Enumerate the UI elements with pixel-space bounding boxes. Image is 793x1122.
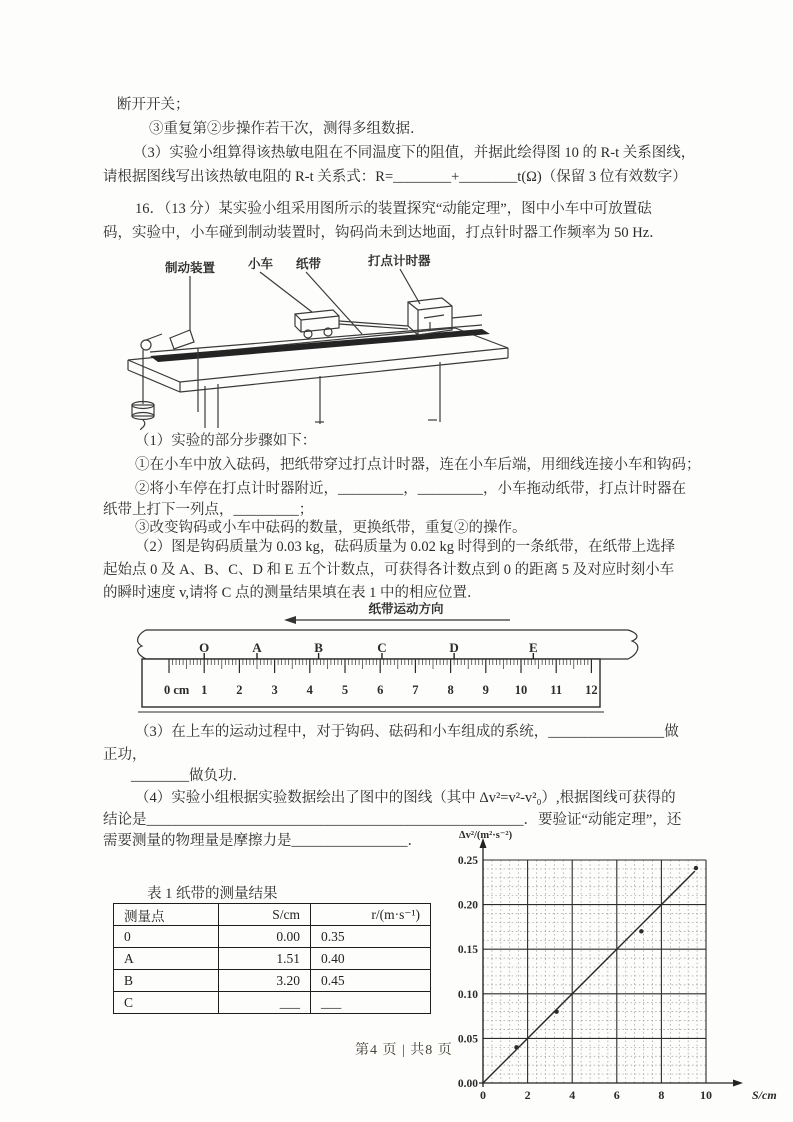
ruler-number: 7 xyxy=(412,683,419,697)
steps-line-3-blanks: ②将小车停在打点计时器附近，_________，_________，小车拖动纸带，打点计时器在 xyxy=(135,481,686,497)
right-arrowhead-icon xyxy=(733,1080,743,1087)
timer-label: 打点计时器 xyxy=(368,254,431,268)
tape-point-label: O xyxy=(199,640,210,655)
table-cell: 0 xyxy=(114,926,219,948)
cart-label: 小车 xyxy=(248,257,274,271)
ruler-number: 5 xyxy=(341,683,349,697)
steps-line-5: ③改变钩码或小车中砝码的数量，更换纸带，重复②的操作。 xyxy=(135,520,527,536)
table-front-edge xyxy=(180,358,508,392)
data-point xyxy=(554,1009,558,1013)
y-axis-label: Δv²/(m²·s⁻²) xyxy=(459,830,513,841)
intro-line-2: ③重复第②步操作若干次，测得多组数据． xyxy=(149,121,425,137)
ruler-number: 10 xyxy=(514,683,528,697)
q3-line-1-blank: （3）在上车的运动过程中，对于钩码、砝码和小车组成的系统，________________做 xyxy=(135,724,679,740)
table-cell: 0.00 xyxy=(219,926,311,948)
left-arrowhead-icon xyxy=(284,616,296,624)
q2-line-1: （2）图是钩码质量为 0.03 kg，砝码质量为 0.02 kg 时得到的一条纸带，在纸带上选择 xyxy=(135,539,676,555)
paper-tape xyxy=(138,630,638,659)
steps-line-1: （1）实验的部分步骤如下： xyxy=(135,433,317,449)
table-front-left xyxy=(128,370,180,392)
tape-point-label: C xyxy=(377,640,387,655)
q3-line-2: 正功， xyxy=(103,747,147,763)
ruler-number: 4 xyxy=(306,683,313,697)
x-axis-label: S/cm xyxy=(752,1088,777,1102)
data-point xyxy=(639,929,643,933)
y-tick-label: 0.15 xyxy=(457,944,478,957)
tape-point-label: B xyxy=(314,640,323,655)
q3-line-3-blank: ________做负功． xyxy=(131,768,247,784)
page-footer: 第4 页 | 共8 页 xyxy=(355,1043,453,1058)
best-fit-line xyxy=(483,871,695,1083)
y-tick-label: 0.00 xyxy=(457,1078,478,1090)
table-cell: 0.45 xyxy=(311,970,431,992)
q16-stem-line-1: 16．（13 分）某实验小组采用图所示的装置探究“动能定理”，图中小车中可放置砝 xyxy=(135,201,652,217)
tape-ruler-figure xyxy=(130,602,655,720)
table-cell: ___ xyxy=(311,992,431,1014)
y-tick-label: 0.25 xyxy=(457,855,478,867)
table-row xyxy=(114,948,431,970)
table-cell: C xyxy=(114,992,219,1014)
x-tick-label: 0 xyxy=(480,1088,486,1102)
ruler-number: 12 xyxy=(585,683,598,697)
cart-leader-line xyxy=(260,272,312,312)
table-cell: 0.35 xyxy=(311,926,431,948)
pulley-bracket xyxy=(146,334,162,340)
table-cell: 3.20 xyxy=(219,970,311,992)
steps-line-2: ①在小车中放入砝码，把纸带穿过打点计时器，连在小车后端，用细线连接小车和钩码； xyxy=(135,457,701,473)
table-cell: 0.40 xyxy=(311,948,431,970)
ruler-number: 11 xyxy=(550,683,563,697)
ruler-number: 8 xyxy=(447,683,454,697)
tape-direction-label: 纸带运动方向 xyxy=(368,602,444,616)
timer-leader-line xyxy=(400,269,420,304)
pulley xyxy=(141,340,151,350)
data-point xyxy=(694,866,698,870)
q16-stem-line-2: 码，实验中，小车碰到制动装置时，钩码尚未到达地面，打点针时器工作频率为 50 Hz． xyxy=(103,225,664,241)
ruler-number: 6 xyxy=(377,683,384,697)
paper-tape-label: 纸带 xyxy=(296,257,322,271)
tape-point-label: E xyxy=(528,640,538,655)
ruler-number: 9 xyxy=(482,683,489,697)
intro-line-3: （3）实验小组算得该热敏电阻在不同温度下的阻值，并据此绘得图 10 的 R-t 关系图线， xyxy=(133,145,696,161)
y-tick-label: 0.10 xyxy=(457,988,478,1001)
q2-line-2: 起始点 0 及 A、B、C、D 和 E 五个计数点，可获得各计数点到 0 的距离 5 及对应时刻小车 xyxy=(103,562,675,578)
brake-device xyxy=(170,330,194,349)
x-tick-label: 10 xyxy=(700,1088,712,1102)
ruler-number: 3 xyxy=(271,683,278,697)
table-row xyxy=(114,926,431,948)
q2-line-3: 的瞬时速度 v,请将 C 点的测量结果填在表 1 中的相应位置． xyxy=(103,585,482,601)
intro-line-4-formula-blank: 请根据图线写出该热敏电阻的 R-t 关系式：R=________+________t(Ω)（保留 3 位有效数字） xyxy=(103,169,687,185)
q4-line-3-blank: 需要测量的物理量是摩擦力是________________． xyxy=(103,833,422,849)
table-cell: A xyxy=(114,948,219,970)
ruler-number: 1 xyxy=(201,683,208,697)
ruler-zero-label: 0 cm xyxy=(164,683,190,697)
weights xyxy=(132,402,154,431)
table-row xyxy=(114,992,431,1014)
y-tick-label: 0.20 xyxy=(457,899,478,912)
delta-v-squared-vs-s-chart xyxy=(452,823,793,1115)
x-tick-label: 6 xyxy=(613,1088,620,1102)
measurement-table xyxy=(113,903,431,1014)
intro-line-1: 断开开关； xyxy=(117,97,190,113)
table-header-row xyxy=(114,904,431,926)
brake-device-label: 制动装置 xyxy=(165,261,216,275)
table-header-cell: S/cm xyxy=(219,904,311,926)
table-cell: 1.51 xyxy=(219,948,311,970)
tape-point-label: A xyxy=(252,640,262,655)
apparatus-figure xyxy=(110,252,515,430)
table-row xyxy=(114,970,431,992)
ruler xyxy=(142,659,600,707)
x-tick-label: 4 xyxy=(569,1088,576,1102)
ruler-number: 2 xyxy=(236,683,243,697)
data-point xyxy=(514,1045,518,1049)
table-header-cell: 测量点 xyxy=(114,904,219,926)
x-tick-label: 2 xyxy=(524,1088,531,1102)
q4-line-2-blank: 结论是____________________________________________________．要验证“动能定理”，还 xyxy=(103,812,682,828)
apparatus-sketch xyxy=(128,253,508,430)
tape-out xyxy=(452,315,482,318)
tape-point-label: D xyxy=(449,640,459,655)
steps-line-4-blank: 纸带上打下一列点，_________； xyxy=(103,502,314,518)
x-tick-label: 8 xyxy=(658,1088,665,1102)
cart xyxy=(295,310,339,338)
q4-line-1: （4）实验小组根据实验数据绘出了图中的图线（其中 Δv²=v²-v²₀）,根据图线可获得的 xyxy=(135,790,676,806)
table-cell: ___ xyxy=(219,992,311,1014)
y-tick-label: 0.05 xyxy=(457,1033,478,1046)
track-strip xyxy=(150,329,490,362)
table-header-cell: r/(m·s⁻¹) xyxy=(311,904,431,926)
table1-title: 表 1 纸带的测量结果 xyxy=(147,886,278,902)
table-cell: B xyxy=(114,970,219,992)
